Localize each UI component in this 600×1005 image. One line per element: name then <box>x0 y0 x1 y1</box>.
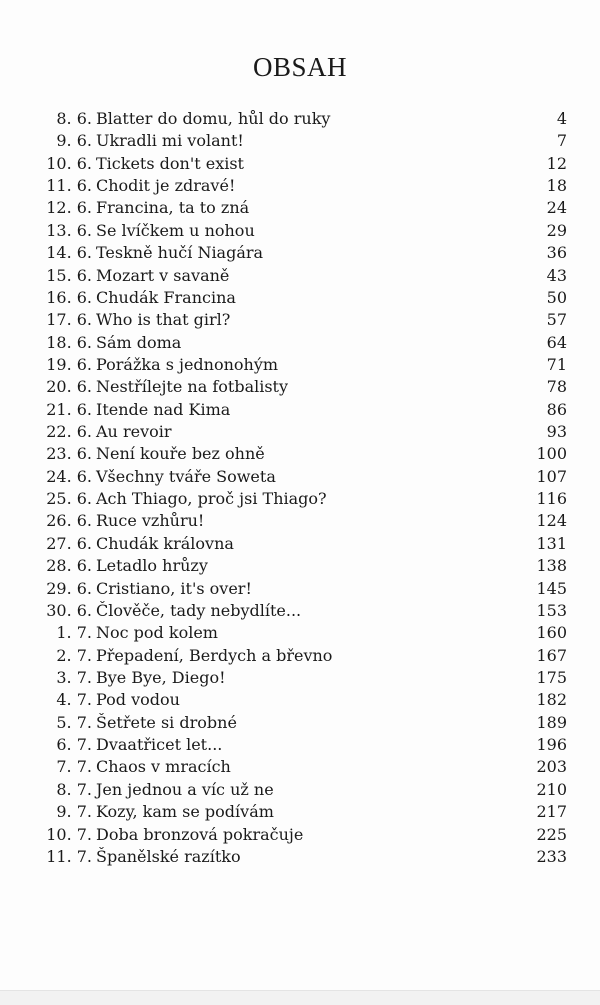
entry-page-number: 57 <box>546 310 567 330</box>
entry-title: Blatter do domu, hůl do ruky <box>96 109 331 128</box>
entry-date: 3. 7. <box>56 667 92 687</box>
toc-entry <box>0 153 600 175</box>
entry-date: 26. 6. <box>46 511 92 531</box>
entry-date: 1. 7. <box>56 623 92 643</box>
entry-date: 21. 6. <box>46 399 92 419</box>
entry-page-number: 131 <box>536 533 567 553</box>
toc-entry <box>0 466 600 488</box>
toc-entry <box>0 555 600 577</box>
entry-page-number: 233 <box>536 846 567 866</box>
entry-page-number: 145 <box>536 578 567 598</box>
entry-title: Bye Bye, Diego! <box>96 667 226 687</box>
entry-page-number: 7 <box>556 131 567 151</box>
entry-title: Kozy, kam se podívám <box>96 802 274 822</box>
entry-page-number: 138 <box>536 556 567 576</box>
entry-date: 30. 6. <box>46 600 92 620</box>
entry-date: 23. 6. <box>46 444 92 464</box>
entry-date: 12. 6. <box>46 198 92 218</box>
entry-date: 10. 7. <box>46 824 92 844</box>
entry-title: Cristiano, it's over! <box>96 578 252 598</box>
entry-title: Chaos v mracích <box>96 757 231 777</box>
entry-page-number: 43 <box>546 265 567 285</box>
entry-page-number: 107 <box>536 466 567 486</box>
entry-title: Nestřílejte na fotbalisty <box>96 377 289 397</box>
entry-date: 10. 6. <box>46 153 92 173</box>
entry-title: Au revoir <box>96 422 172 442</box>
entry-page-number: 12 <box>546 153 567 173</box>
entry-date: 24. 6. <box>46 466 92 486</box>
toc-entry <box>0 667 600 689</box>
entry-date: 11. 6. <box>46 176 92 196</box>
entry-page-number: 100 <box>536 444 567 464</box>
page-edge <box>0 990 600 1005</box>
toc-entry <box>0 309 600 331</box>
toc-entry <box>0 578 600 600</box>
entry-title: Se lvíčkem u nohou <box>96 220 255 240</box>
toc-entry <box>0 689 600 711</box>
entry-title: Všechny tváře Soweta <box>96 466 276 486</box>
entry-page-number: 196 <box>536 735 567 755</box>
entry-page-number: 50 <box>546 287 567 307</box>
entry-title: Pod vodou <box>96 690 180 710</box>
toc-entry <box>0 712 600 734</box>
toc-entry <box>0 645 600 667</box>
entry-title: Sám doma <box>96 332 182 352</box>
entry-title: Jen jednou a víc už ne <box>96 779 274 799</box>
entry-date: 16. 6. <box>46 287 92 307</box>
entry-title: Letadlo hrůzy <box>96 556 208 576</box>
toc-entry <box>0 421 600 443</box>
entry-page-number: 153 <box>536 600 567 620</box>
entry-page-number: 64 <box>546 332 567 352</box>
entry-title: Doba bronzová pokračuje <box>96 824 304 844</box>
entry-page-number: 217 <box>536 802 567 822</box>
entry-date: 13. 6. <box>46 220 92 240</box>
toc-entry <box>0 756 600 778</box>
entry-date: 27. 6. <box>46 533 92 553</box>
entry-title: Chodit je zdravé! <box>96 176 236 196</box>
entry-title: Noc pod kolem <box>96 623 218 643</box>
toc-entry <box>0 801 600 823</box>
entry-title: Přepadení, Berdych a břevno <box>96 645 333 665</box>
entry-page-number: 29 <box>546 220 567 240</box>
entry-page-number: 203 <box>536 757 567 777</box>
entry-date: 18. 6. <box>46 332 92 352</box>
entry-title: Chudák Francina <box>96 287 236 307</box>
toc-entry <box>0 354 600 376</box>
entry-date: 17. 6. <box>46 310 92 330</box>
entry-date: 20. 6. <box>46 377 92 397</box>
table-of-contents <box>0 108 600 868</box>
toc-entry <box>0 779 600 801</box>
toc-entry <box>0 265 600 287</box>
entry-page-number: 225 <box>536 824 567 844</box>
entry-date: 4. 7. <box>56 690 92 710</box>
entry-title: Ach Thiago, proč jsi Thiago? <box>96 489 327 509</box>
entry-date: 2. 7. <box>56 645 92 665</box>
entry-page-number: 86 <box>546 399 567 419</box>
toc-entry <box>0 197 600 219</box>
toc-entry <box>0 510 600 532</box>
entry-date: 8. 7. <box>56 779 92 799</box>
entry-title: Ukradli mi volant! <box>96 131 244 151</box>
entry-date: 15. 6. <box>46 265 92 285</box>
toc-entry <box>0 622 600 644</box>
entry-date: 22. 6. <box>46 422 92 442</box>
toc-entry <box>0 175 600 197</box>
toc-entry <box>0 443 600 465</box>
entry-date: 9. 7. <box>56 802 92 822</box>
entry-title: Dvaatřicet let... <box>96 735 223 755</box>
entry-page-number: 160 <box>536 623 567 643</box>
entry-page-number: 18 <box>546 176 567 196</box>
entry-title: Ruce vzhůru! <box>96 511 205 531</box>
entry-page-number: 24 <box>546 198 567 218</box>
entry-title: Itende nad Kima <box>96 399 231 419</box>
toc-entry <box>0 242 600 264</box>
entry-title: Mozart v savaně <box>96 265 230 285</box>
toc-entry <box>0 600 600 622</box>
entry-page-number: 210 <box>536 779 567 799</box>
toc-entry <box>0 108 600 130</box>
entry-title: Teskně hučí Niagára <box>96 243 264 263</box>
entry-date: 5. 7. <box>56 712 92 732</box>
entry-page-number: 124 <box>536 511 567 531</box>
entry-page-number: 182 <box>536 690 567 710</box>
entry-page-number: 175 <box>536 667 567 687</box>
toc-entry <box>0 376 600 398</box>
entry-page-number: 93 <box>546 422 567 442</box>
entry-date: 19. 6. <box>46 354 92 374</box>
entry-page-number: 71 <box>546 354 567 374</box>
toc-entry <box>0 488 600 510</box>
toc-entry <box>0 399 600 421</box>
toc-entry <box>0 332 600 354</box>
entry-date: 25. 6. <box>46 489 92 509</box>
entry-date: 14. 6. <box>46 243 92 263</box>
entry-title: Chudák královna <box>96 533 234 553</box>
toc-entry <box>0 824 600 846</box>
entry-title: Who is that girl? <box>96 310 231 330</box>
entry-title: Španělské razítko <box>96 846 241 866</box>
toc-entry <box>0 287 600 309</box>
toc-entry <box>0 734 600 756</box>
entry-date: 6. 7. <box>56 735 92 755</box>
toc-entry <box>0 533 600 555</box>
entry-title: Člověče, tady nebydlíte... <box>96 600 302 620</box>
page-title: OBSAH <box>252 52 348 82</box>
entry-title: Není kouře bez ohně <box>96 444 265 464</box>
entry-page-number: 78 <box>546 377 567 397</box>
entry-date: 29. 6. <box>46 578 92 598</box>
entry-date: 9. 6. <box>56 131 92 151</box>
entry-page-number: 116 <box>536 489 567 509</box>
entry-title: Porážka s jednonohým <box>96 354 279 374</box>
entry-page-number: 36 <box>546 243 567 263</box>
entry-date: 11. 7. <box>46 846 92 866</box>
entry-title: Francina, ta to zná <box>96 198 250 218</box>
toc-entry <box>0 130 600 152</box>
entry-page-number: 4 <box>556 109 567 128</box>
entry-page-number: 189 <box>536 712 567 732</box>
entry-date: 8. 6. <box>56 109 92 128</box>
entry-page-number: 167 <box>536 645 567 665</box>
entry-date: 7. 7. <box>56 757 92 777</box>
toc-entry <box>0 846 600 868</box>
toc-entry <box>0 220 600 242</box>
entry-date: 28. 6. <box>46 556 92 576</box>
entry-title: Tickets don't exist <box>96 153 244 173</box>
entry-title: Šetřete si drobné <box>96 712 237 732</box>
